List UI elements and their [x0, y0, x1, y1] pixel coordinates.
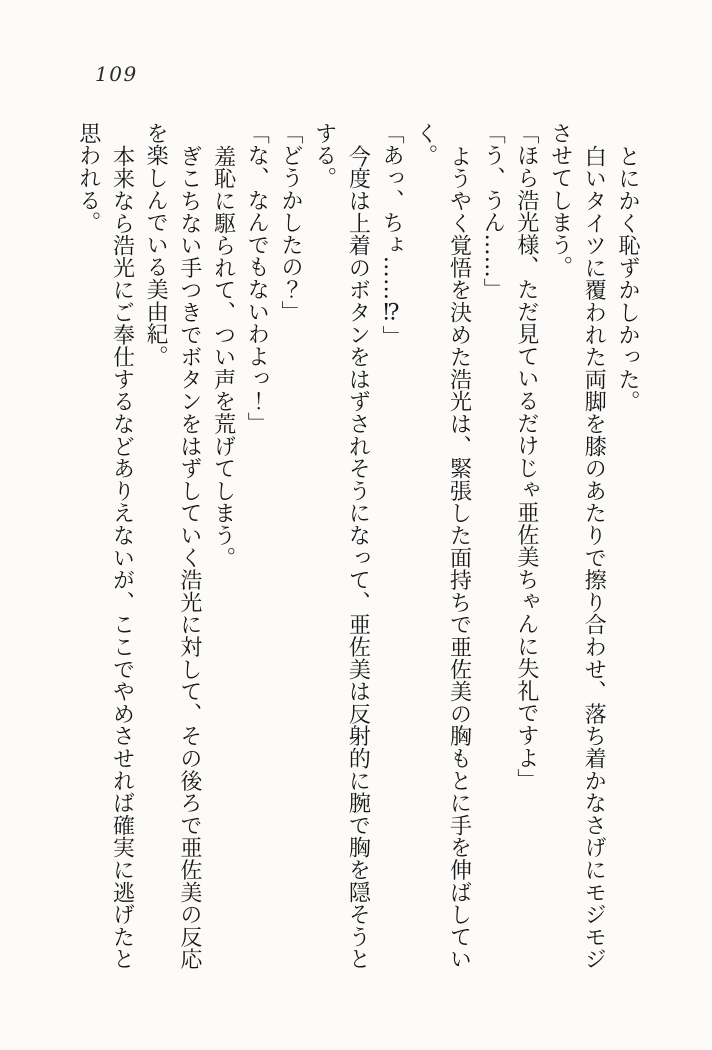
page-number: 109: [95, 62, 138, 86]
text-line: 今度は上着のボタンをはずされそうになって、亜佐美は反射的に腕で胸を隠そうと: [345, 145, 371, 971]
text-line: 本来なら浩光にご奉仕するなどありえないが、ここでやめさせれば確実に逃げたと: [109, 145, 135, 971]
text-line: 「あっ、ちょ……⁉」: [379, 122, 405, 348]
text-line: とにかく恥ずかしかった。: [615, 145, 640, 413]
text-line: 思われる。: [75, 122, 101, 234]
text-line: 羞恥に駆られて、つい声を荒げてしまう。: [210, 145, 236, 569]
text-line: する。: [311, 122, 337, 189]
text-line: 「ほら浩光様、ただ見ているだけじゃ亜佐美ちゃんに失礼ですよ」: [513, 122, 539, 791]
text-line: させてしまう。: [547, 122, 573, 279]
text-line: く。: [412, 122, 438, 167]
text-line: 「どうかしたの？」: [277, 122, 303, 323]
text-line: 「う、うん……」: [480, 122, 506, 301]
text-line: を楽しんでいる美由紀。: [143, 122, 169, 368]
text-line: ぎこちない手つきでボタンをはずしていく浩光に対して、その後ろで亜佐美の反応: [176, 145, 202, 971]
text-line: 白いタイツに覆われた両脚を膝のあたりで擦り合わせ、落ち着かなさげにモジモジ: [581, 145, 607, 971]
text-line: ようやく覚悟を決めた浩光は、緊張した面持ちで亜佐美の胸もとに手を伸ばしてい: [446, 145, 472, 971]
page-text: [71, 122, 644, 1017]
text-line: 「な、なんでもないわよっ！」: [244, 122, 270, 435]
